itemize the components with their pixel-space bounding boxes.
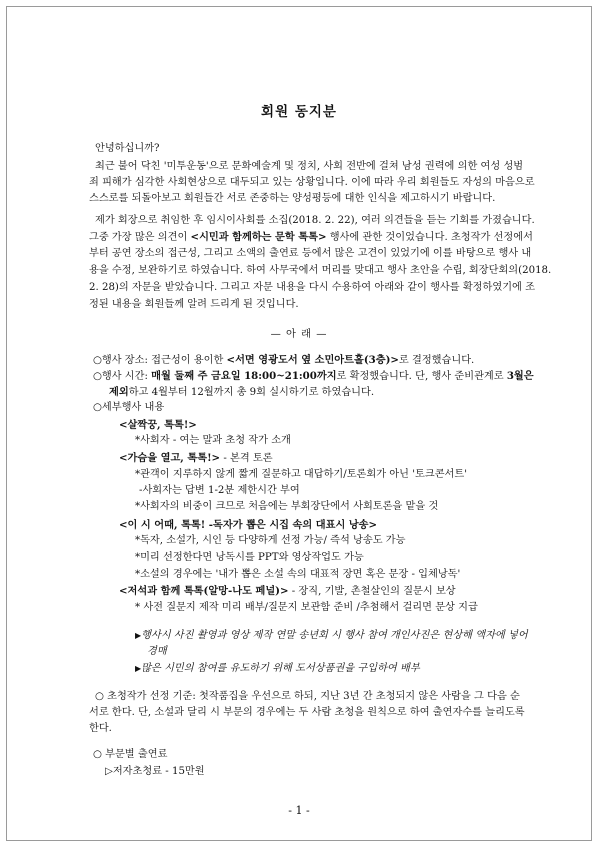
fee-header: ○ 부문별 출연료 [93, 749, 168, 760]
selection-line1: ○ 초청작가 선정 기준: 첫작품집을 우선으로 하되, 지난 3년 간 초청되지 않은 사람을 그 다음 순 [95, 691, 520, 702]
selection-line2: 서로 한다. 단, 소설과 달리 시 부문의 경우에는 두 사람 초청을 원칙으로 하여 출연자수를 늘리도록 [89, 707, 525, 718]
detail-header: ○세부행사 내용 [93, 402, 165, 413]
segment2-item3: *사회자의 비중이 크므로 처음에는 부회장단에서 사회토론을 맡을 것 [135, 501, 439, 512]
para1-line1: 최근 불어 닥친 '미투운동'으로 문화예술계 및 정치, 사회 전반에 걸쳐 남성 권력에 의한 여성 성범 [95, 161, 524, 172]
time-line1: ○행사 시간: 매월 둘째 주 금요일 18:00~21:00까지로 확정했습니다. 단, 행사 준비관계로 3월은 [93, 370, 534, 382]
segment2-item2: -사회자는 답변 1-2분 제한시간 부여 [139, 485, 300, 496]
segment4-item1: * 사전 질문지 제작 미리 배부/질문지 보관함 준비 /추첨해서 걸리면 문상 지급 [135, 602, 478, 613]
note1-line1: ▶행사시 사진 촬영과 영상 제작 연말 송년회 시 행사 참여 개인사진은 현상해 액자에 넣어 [135, 630, 528, 641]
venue-line: ○행사 장소: 접근성이 용이한 <서면 영광도서 옆 소민아트홀(3층)>로 결정했습니다. [93, 354, 475, 366]
para2-line2: 그중 가장 많은 의견이 <시민과 함께하는 문학 톡톡> 행사에 관한 것이었습니다. 초청작가 선정에서 [89, 231, 533, 243]
segment-heading-4: <저석과 함께 톡톡(알망-나도 페널)> - 장직, 기발, 촌철살인의 질문시 보상 [119, 585, 456, 597]
para2-line6: 정된 내용을 회원들께 알려 드리게 된 것입니다. [89, 299, 299, 310]
time-label: ○행사 시간 [93, 371, 145, 382]
triangle-bullet-icon: ▶ [135, 631, 142, 640]
note2: ▶많은 시민의 참여를 유도하기 위해 도서상품권을 구입하여 배부 [135, 663, 420, 674]
greeting: 안녕하십니까? [95, 143, 160, 154]
para2-line3: 부터 공연 장소의 접근성, 그리고 소액의 출연료 등에서 많은 고견이 있었기에 이를 바탕으로 행사 내 [89, 248, 532, 259]
segment-heading-2: <가슴을 열고, 톡톡!> - 본격 토론 [119, 452, 273, 464]
segment3-item1: *독자, 소설가, 시인 등 다양하게 선정 가능/ 즉석 낭송도 가능 [135, 535, 406, 546]
venue-label: ○행사 장소 [93, 355, 145, 366]
fee-item: ▷저자초청료 - 15만원 [105, 766, 205, 777]
para2-line1: 제가 회장으로 취임한 후 임시이사회를 소집(2018. 2. 22), 여러 의견들을 듣는 기회를 가졌습니다. [95, 215, 535, 226]
para2-line5: 2. 28)의 자문을 받았습니다. 그리고 자문 내용을 다시 수용하여 아래와 같이 행사를 확정하였기에 조 [89, 282, 535, 293]
selection-line3: 한다. [89, 723, 112, 734]
document-page [6, 6, 592, 841]
page-number: - 1 - [288, 804, 310, 817]
segment-heading-3: <이 시 어때, 톡톡! -독자가 뽑은 시집 속의 대표시 낭송> [119, 519, 378, 531]
segment1-item1: *사회자 - 여는 말과 초청 작가 소개 [135, 435, 291, 446]
note1-line2: 경매 [147, 646, 167, 657]
para1-line3: 스스로를 되돌아보고 회원들간 서로 존중하는 양성평등에 대한 인식을 제고하시기 바랍니다. [89, 193, 496, 204]
segment-heading-1: <살짝꿍, 톡톡!> [119, 419, 197, 431]
segment3-item2: *미리 선정한다면 낭독시를 PPT와 영상작업도 가능 [135, 552, 364, 563]
document-title: 회원 동지분 [261, 104, 337, 120]
section-divider: — 아 래 — [270, 329, 328, 340]
segment3-item3: *소설의 경우에는 '내가 뽑은 소설 속의 대표적 장면 혹은 문장 - 입체낭독' [135, 569, 461, 580]
segment2-item1: *관객이 지루하지 않게 짧게 질문하고 대답하기/토론회가 아닌 '토크콘서트' [135, 469, 468, 480]
para1-line2: 죄 피해가 심각한 사회현상으로 대두되고 있는 상황입니다. 이에 따라 우리 회원들도 자성의 마음으로 [89, 177, 535, 188]
triangle-bullet-icon: ▶ [135, 664, 142, 673]
time-line2: 제외하고 4월부터 12월까지 총 9회 실시하기로 하였습니다. [109, 386, 375, 398]
para2-line4: 용을 수정, 보완하기로 하였습니다. 하여 사무국에서 머리를 맞대고 행사 초안을 수립, 회장단회의(2018. [89, 265, 552, 276]
